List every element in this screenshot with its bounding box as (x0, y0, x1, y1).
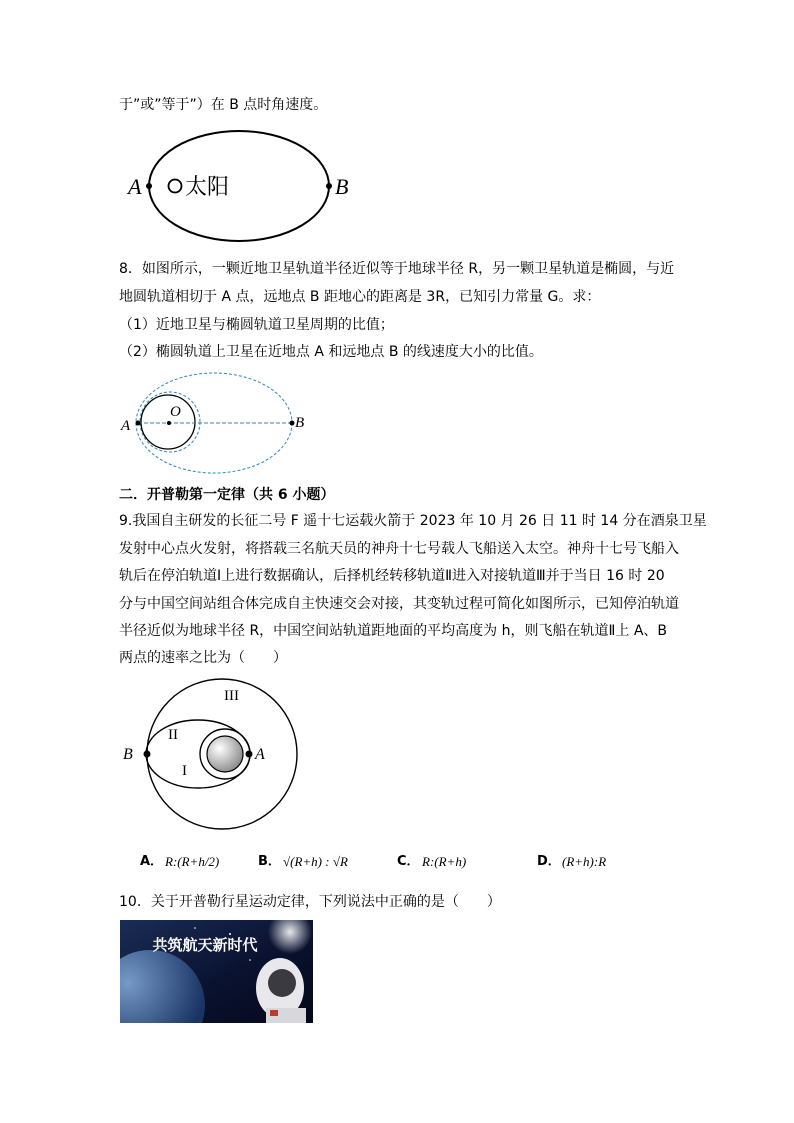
point-a-dot (146, 183, 152, 189)
fig1-label-b: B (335, 174, 349, 199)
q9-line-4: 分与中国空间站组合体完成自主快速交会对接，其变轨过程可简化如图所示，已知停泊轨道 (119, 596, 679, 612)
center-o-dot (167, 421, 171, 425)
q9-line-6: 两点的速率之比为（ ） (119, 650, 287, 666)
option-d-text: (R+h):R (562, 854, 607, 869)
option-a-text: R:(R+h/2) (165, 854, 220, 869)
point-b-dot (290, 421, 295, 426)
ellipse-orbit-figure (120, 130, 360, 245)
fig1-label-sun: 太阳 (185, 175, 230, 200)
fig1-label-a: A (128, 174, 142, 199)
fig3-label-ii: II (168, 727, 178, 743)
orbit-transfer-figure (118, 675, 303, 835)
fig2-label-a: A (121, 418, 131, 434)
continuation-text: 于”或”等于”）在 B 点时角速度。 (119, 97, 328, 113)
q9-line-1: 9.我国自主研发的长征二号 F 遥十七运载火箭于 2023 年 10 月 26 日 11 时 14 分在酒泉卫星 (119, 513, 707, 529)
option-a-label: A． (140, 854, 164, 869)
fig3-label-iii: III (224, 688, 239, 704)
space-poster-image (120, 920, 313, 1023)
fig2-label-b: B (295, 415, 305, 431)
near-earth-orbit-figure (118, 370, 313, 478)
sun-icon (169, 180, 182, 193)
q10-line-1: 10．关于开普勒行星运动定律，下列说法中正确的是（ ） (119, 894, 501, 910)
fig2-label-o: O (170, 404, 181, 420)
section-header: 二．开普勒第一定律（共 6 小题） (119, 487, 335, 503)
option-c-text: R:(R+h) (422, 854, 467, 869)
q8-sub-1: （1）近地卫星与椭圆轨道卫星周期的比值； (119, 317, 394, 333)
option-d-label: D． (537, 854, 561, 869)
option-b-text: √(R+h) : √R (283, 854, 348, 869)
poster-text: 共筑航天新时代 (152, 936, 258, 954)
q8-sub-2: （2）椭圆轨道上卫星在近地点 A 和远地点 B 的线速度大小的比值。 (119, 344, 543, 360)
point-a-dot (136, 421, 141, 426)
earth-icon (207, 736, 243, 772)
q8-line-2: 地圆轨道相切于 A 点，远地点 B 距地心的距离是 3R，已知引力常量 G。求： (119, 289, 601, 305)
point-b-dot (144, 751, 151, 758)
point-b-dot (326, 183, 332, 189)
option-b-label: B． (258, 854, 281, 869)
point-a-dot (246, 751, 253, 758)
fig3-label-b: B (123, 746, 133, 763)
fig3-label-i: I (182, 763, 187, 779)
q8-line-1: 8．如图所示，一颗近地卫星轨道半径近似等于地球半径 R，另一颗卫星轨道是椭圆，与近 (119, 261, 675, 277)
q9-line-2: 发射中心点火发射，将搭载三名航天员的神舟十七号载人飞船送入太空。神舟十七号飞船入 (119, 541, 679, 557)
q9-line-3: 轨后在停泊轨道Ⅰ上进行数据确认，后择机经转移轨道Ⅱ进入对接轨道Ⅲ并于当日 16 时 20 (119, 568, 665, 584)
fig3-label-a: A (255, 746, 265, 763)
q9-line-5: 半径近似为地球半径 R，中国空间站轨道距地面的平均高度为 h，则飞船在轨道Ⅱ上 A、B (119, 623, 668, 639)
option-c-label: C． (397, 854, 420, 869)
